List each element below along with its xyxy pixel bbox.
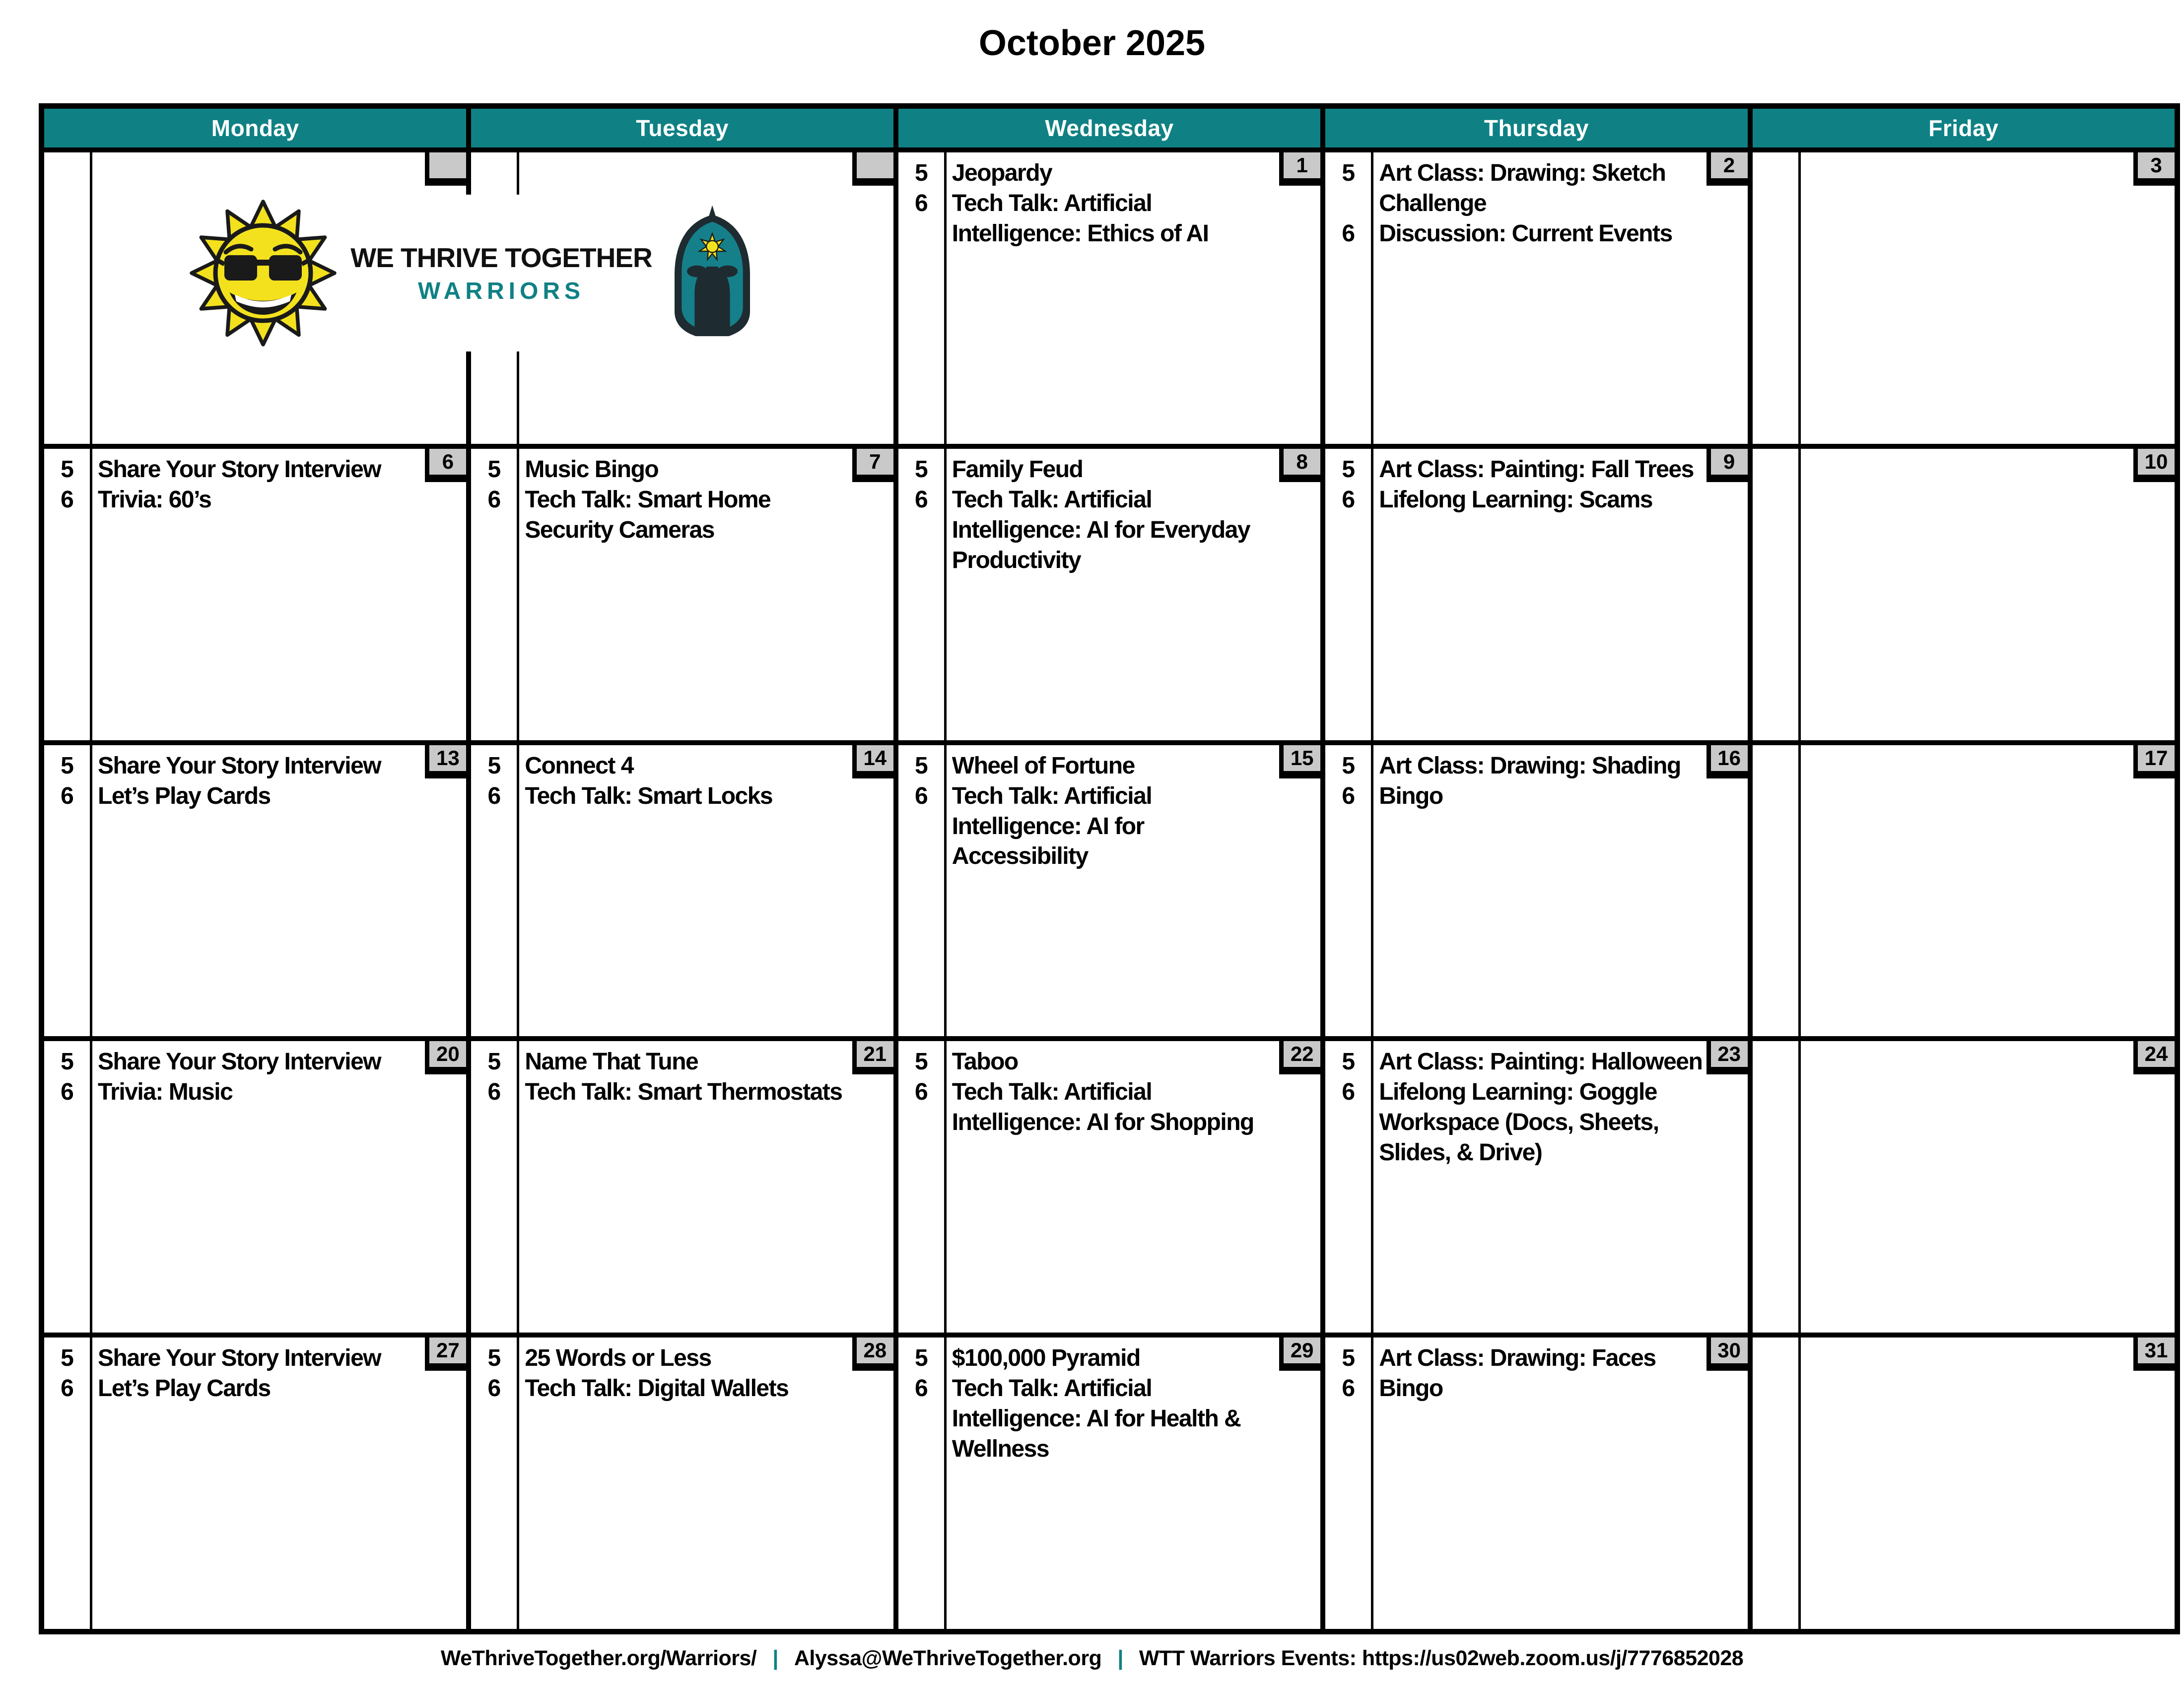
event-title: Lifelong Learning: Scams [1379,486,1652,513]
event-list [1325,158,1747,249]
event-list [471,455,893,546]
event-time: 5 [61,752,73,779]
calendar-day-cell-29 [898,1337,1320,1629]
event-time: 5 [1342,1049,1355,1075]
time-gutter-line [1371,745,1373,1037]
event-time: 6 [61,782,73,809]
event-time: 5 [1342,456,1355,483]
time-gutter-line [517,1041,519,1333]
event-title: Tech Talk: Artificial Intelligence: Ethics of AI [952,190,1209,247]
event-title: Let’s Play Cards [98,782,271,809]
warrior-helmet-icon [665,200,759,347]
event-list [471,1343,893,1404]
event-row [1325,158,1747,219]
event-title: Share Your Story Interview [98,752,381,779]
event-time: 5 [61,1049,73,1075]
date-badge: 14 [852,745,893,778]
event-time: 5 [1342,1345,1355,1372]
date-badge: 3 [2133,152,2175,186]
calendar-day-cell-10 [1753,449,2175,740]
event-row [898,189,1320,249]
time-gutter-line [1798,152,1801,444]
event-time: 5 [487,752,501,779]
day-header-wednesday: Wednesday [898,109,1320,147]
date-badge: 24 [2133,1041,2175,1074]
date-badge: 1 [1279,152,1320,186]
event-row [898,1374,1320,1465]
event-title: Art Class: Painting: Fall Trees [1379,456,1694,483]
time-gutter-line [1371,1337,1373,1629]
footer-email: Alyssa@WeThriveTogether.org [794,1646,1102,1670]
event-row [898,1077,1320,1138]
date-badge: 10 [2133,449,2175,482]
time-gutter-line [1798,449,1801,740]
date-badge: 28 [852,1337,893,1371]
date-badge: 15 [1279,745,1320,778]
event-time: 6 [61,1079,73,1106]
event-time: 6 [1342,220,1355,247]
event-row [44,1343,466,1374]
event-title: Tech Talk: Artificial Intelligence: AI for Shopping [952,1079,1254,1136]
event-time: 6 [914,782,928,809]
calendar-day-cell-17 [1753,745,2175,1037]
calendar-day-cell-23 [1325,1041,1747,1333]
calendar-day-cell-6 [44,449,466,740]
date-badge: 22 [1279,1041,1320,1074]
event-title: Art Class: Drawing: Sketch Challenge [1379,160,1666,216]
event-time: 5 [914,160,928,186]
event-list [471,751,893,812]
event-list [44,751,466,812]
date-badge: 9 [1706,449,1748,482]
event-list [898,158,1320,249]
event-row [44,781,466,812]
event-row [471,751,893,781]
event-row [1325,751,1747,781]
date-badge: 20 [425,1041,466,1074]
sun-with-sunglasses-icon [189,199,338,348]
calendar-day-cell-20 [44,1041,466,1333]
calendar-day-cell-2 [1325,152,1747,444]
event-row [898,455,1320,485]
event-row [1325,219,1747,249]
event-row [1325,781,1747,812]
calendar-day-cell-21 [471,1041,893,1333]
event-time: 6 [61,1375,73,1402]
event-title: Tech Talk: Smart Locks [525,782,773,809]
time-gutter-line [90,1337,92,1629]
calendar-day-cell-22 [898,1041,1320,1333]
calendar-day-cell-14 [471,745,893,1037]
event-title: Name That Tune [525,1049,698,1075]
time-gutter-line [90,152,92,444]
event-title: Music Bingo [525,456,659,483]
date-badge [425,152,466,186]
calendar-day-cell-3 [1753,152,2175,444]
day-header-thursday: Thursday [1325,109,1747,147]
event-time: 6 [1342,1375,1355,1402]
date-badge: 13 [425,745,466,778]
event-time: 6 [487,1375,501,1402]
event-row [898,751,1320,781]
date-badge: 8 [1279,449,1320,482]
time-gutter-line [1798,745,1801,1037]
page-title: October 2025 [978,23,1206,63]
event-row [471,1077,893,1108]
event-title: Art Class: Drawing: Faces [1379,1345,1656,1372]
event-row [471,455,893,485]
time-gutter-line [1371,1041,1373,1333]
event-row [1325,485,1747,515]
event-title: Jeopardy [952,160,1052,186]
event-row [44,485,466,515]
event-list [1325,1047,1747,1168]
event-title: Share Your Story Interview [98,1345,381,1372]
time-gutter-line [1798,1337,1801,1629]
event-list [1325,751,1747,812]
event-row [898,781,1320,872]
event-row [44,1047,466,1077]
event-title: Share Your Story Interview [98,1049,381,1075]
event-time: 5 [914,752,928,779]
time-gutter-line [1798,1041,1801,1333]
event-time: 6 [914,486,928,513]
event-list [1325,455,1747,515]
event-list [44,1047,466,1108]
event-time: 6 [1342,1079,1355,1106]
event-time: 5 [61,1345,73,1372]
date-badge [852,152,893,186]
time-gutter-line [944,745,947,1037]
logo-text [350,242,652,305]
event-time: 5 [914,1345,928,1372]
event-time: 6 [61,486,73,513]
event-title: Art Class: Drawing: Shading [1379,752,1681,779]
time-gutter-line [517,1337,519,1629]
event-row [471,485,893,546]
calendar-day-cell-15 [898,745,1320,1037]
event-title: Wheel of Fortune [952,752,1135,779]
event-title: Share Your Story Interview [98,456,381,483]
event-time: 6 [914,1375,928,1402]
event-time: 6 [487,1079,501,1106]
calendar-day-cell-13 [44,745,466,1037]
day-header-friday: Friday [1753,109,2175,147]
time-gutter-line [1371,152,1373,444]
event-row [1325,1374,1747,1404]
event-row [44,1077,466,1108]
event-list [898,1343,1320,1465]
event-list [898,751,1320,872]
footer-link-website: WeThriveTogether.org/Warriors/ [440,1646,757,1670]
date-badge: 6 [425,449,466,482]
event-time: 5 [61,456,73,483]
logo-subtitle: WARRIORS [418,278,585,304]
event-row [898,1047,1320,1077]
event-title: Family Feud [952,456,1083,483]
event-title: Trivia: 60’s [98,486,211,513]
date-badge: 23 [1706,1041,1748,1074]
time-gutter-line [944,152,947,444]
event-time: 6 [914,1079,928,1106]
event-title: Tech Talk: Digital Wallets [525,1375,789,1402]
time-gutter-line [944,1041,947,1333]
date-badge: 31 [2133,1337,2175,1371]
event-title: Taboo [952,1049,1018,1075]
event-time: 5 [1342,752,1355,779]
event-row [1325,1047,1747,1077]
calendar-day-cell-9 [1325,449,1747,740]
event-title: Tech Talk: Smart Home Security Cameras [525,486,771,543]
time-gutter-line [944,449,947,740]
footer [0,1646,2184,1671]
date-badge: 30 [1706,1337,1748,1371]
event-time: 6 [1342,782,1355,809]
event-list [471,1047,893,1108]
date-badge: 2 [1706,152,1748,186]
event-time: 5 [1342,160,1355,186]
event-time: 6 [914,190,928,216]
event-time: 5 [487,1049,501,1075]
event-time: 5 [487,456,501,483]
calendar-day-cell-30 [1325,1337,1747,1629]
event-list [44,1343,466,1404]
calendar-day-cell-16 [1325,745,1747,1037]
event-time: 6 [487,486,501,513]
time-gutter-line [90,1041,92,1333]
event-row [898,158,1320,189]
event-row [44,455,466,485]
calendar-day-cell-27 [44,1337,466,1629]
calendar-day-cell-31 [1753,1337,2175,1629]
event-title: Tech Talk: Artificial Intelligence: AI for Health & Wellness [952,1375,1241,1463]
event-time: 5 [914,1049,928,1075]
event-time: 6 [1342,486,1355,513]
wtt-warriors-logo [208,195,740,352]
footer-zoom-link: WTT Warriors Events: https://us02web.zoom.us/j/7776852028 [1139,1646,1744,1670]
event-title: Tech Talk: Smart Thermostats [525,1079,842,1106]
time-gutter-line [517,745,519,1037]
event-row [1325,455,1747,485]
date-badge: 29 [1279,1337,1320,1371]
event-row [898,1343,1320,1374]
calendar-day-cell-24 [1753,1041,2175,1333]
date-badge: 7 [852,449,893,482]
day-header-monday: Monday [44,109,466,147]
event-time: 5 [914,456,928,483]
event-list [1325,1343,1747,1404]
event-title: Connect 4 [525,752,633,779]
event-title: Lifelong Learning: Goggle Workspace (Docs, Sheets, Slides, & Drive) [1379,1079,1659,1166]
event-title: Tech Talk: Artificial Intelligence: AI for Everyday Productivity [952,486,1250,573]
time-gutter-line [944,1337,947,1629]
event-title: Bingo [1379,782,1443,809]
event-row [898,485,1320,576]
event-title: Discussion: Current Events [1379,220,1672,247]
date-badge: 17 [2133,745,2175,778]
time-gutter-line [1371,449,1373,740]
event-title: Trivia: Music [98,1079,233,1106]
event-row [471,781,893,812]
date-badge: 21 [852,1041,893,1074]
event-time: 5 [487,1345,501,1372]
event-row [44,1374,466,1404]
event-title: 25 Words or Less [525,1345,711,1372]
event-row [471,1343,893,1374]
event-list [898,1047,1320,1138]
event-row [471,1374,893,1404]
time-gutter-line [90,745,92,1037]
time-gutter-line [90,449,92,740]
calendar-day-cell-28 [471,1337,893,1629]
event-list [44,455,466,515]
event-time: 6 [487,782,501,809]
event-list [898,455,1320,576]
footer-separator: | [772,1646,778,1670]
event-title: Let’s Play Cards [98,1375,271,1402]
calendar-day-cell-7 [471,449,893,740]
event-title: Bingo [1379,1375,1443,1402]
event-row [471,1047,893,1077]
calendar-day-cell-1 [898,152,1320,444]
date-badge: 27 [425,1337,466,1371]
event-row [1325,1077,1747,1168]
footer-separator: | [1117,1646,1123,1670]
calendar-day-cell-8 [898,449,1320,740]
day-header-tuesday: Tuesday [471,109,893,147]
time-gutter-line [517,449,519,740]
event-row [44,751,466,781]
event-row [1325,1343,1747,1374]
event-title: Art Class: Painting: Halloween [1379,1049,1703,1075]
date-badge: 16 [1706,745,1748,778]
logo-title: WE THRIVE TOGETHER [350,242,652,273]
event-title: Tech Talk: Artificial Intelligence: AI for Accessibility [952,782,1152,870]
event-title: $100,000 Pyramid [952,1345,1140,1372]
